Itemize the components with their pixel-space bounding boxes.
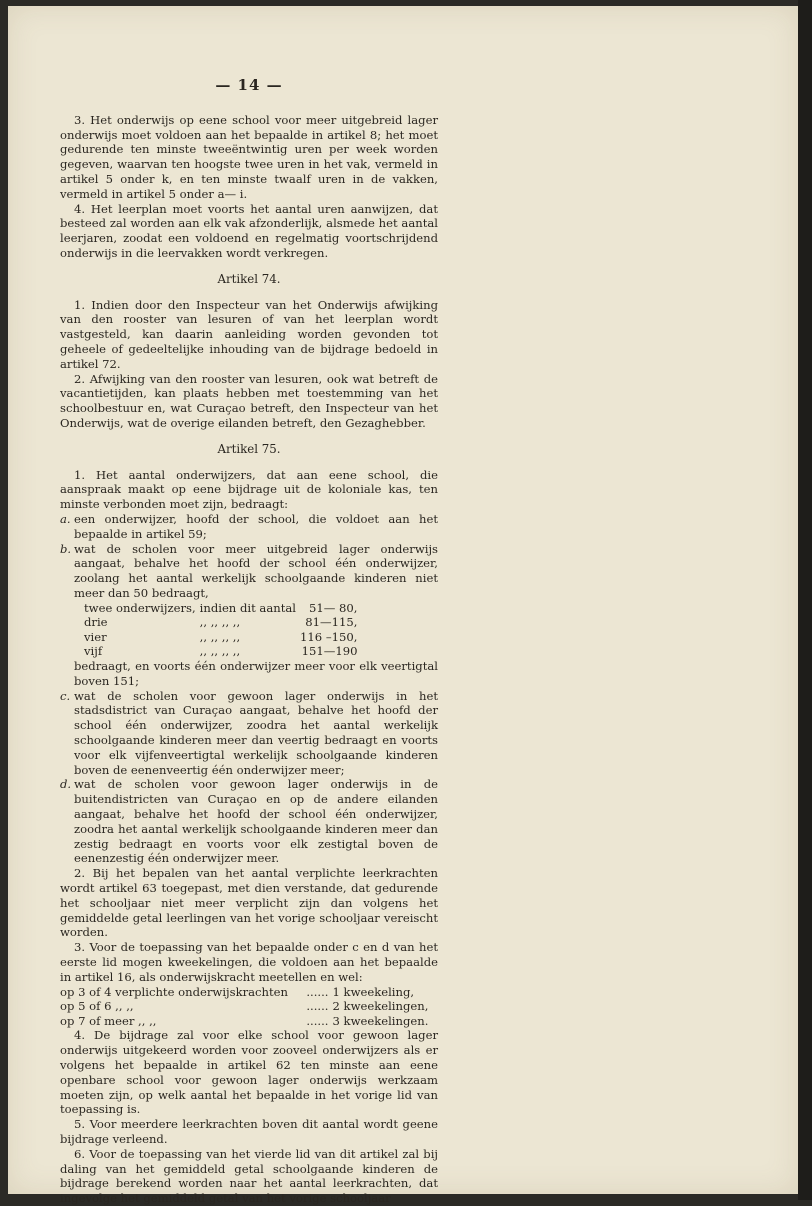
cell-dots: ...... — [306, 999, 329, 1014]
item-text: bedraagt, en voorts één onderwijzer meer voor elk veertigtal boven 151; — [74, 659, 438, 688]
document-page — [8, 6, 798, 1206]
item-marker: b. — [60, 541, 72, 556]
table-row — [84, 601, 361, 616]
art75-paragraph-2: 2. Bij het bepalen van het aantal verplichte leerkrachten wordt artikel 63 toegepast, met dien verstande, dat gedurende het schooljaar niet meer verplicht zijn dan volgens het gemiddelde getal leerlingen van het vorige schooljaar vereischt worden. — [60, 866, 438, 940]
art75-paragraph-4: 4. De bijdrage zal voor elke school voor gewoon lager onderwijs uitgekeerd worden voor zooveel onderwijzers als er volgens het bepaalde in artikel 62 ten minste aan eene openbare school voor gewoon lager onderwijs werkzaam moeten zijn, op welk aantal het bepaalde in het vorige lid van toepassing is. — [60, 1028, 438, 1117]
cell-dots: ...... — [306, 1013, 329, 1028]
cell-right: 1 kweekeling, — [332, 984, 415, 999]
cell-who: vijf — [84, 644, 103, 659]
cell-cond: ,, ,, ,, ,, — [199, 615, 241, 630]
art75-item-d — [60, 777, 438, 866]
art75-item-b — [60, 542, 438, 601]
heading-artikel-74: Artikel 74. — [217, 271, 281, 286]
art75-item-c — [60, 689, 438, 778]
cell-right: 2 kweekelingen, — [332, 999, 429, 1014]
table-row — [60, 1014, 438, 1029]
item-marker: c. — [60, 688, 71, 703]
art75-paragraph-5: 5. Voor meerdere leerkrachten boven dit aantal wordt geene bijdrage verleend. — [60, 1117, 438, 1146]
item-text: een onderwijzer, hoofd der school, die voldoet aan het bepaalde in artikel 59; — [74, 511, 438, 541]
table-row — [60, 999, 438, 1014]
cell-left: op 3 of 4 verplichte onderwijskrachten — [60, 984, 288, 999]
table-row — [84, 644, 361, 659]
art75-paragraph-6: 6. Voor de toepassing van het vierde lid van dit artikel zal bij daling van het gemiddeld getal schoolgaande kinderen de bijdrage berekend worden naar het aantal leerkrachten, dat ingevolge het gemiddeld getal van het vorige schooljaar — [60, 1146, 438, 1206]
page-number: — 14 — — [215, 76, 283, 94]
cell-range: 81—115, — [305, 615, 358, 630]
cell-who: drie — [84, 615, 108, 630]
table-row — [84, 615, 361, 630]
kweekeling-table — [60, 985, 438, 1029]
cell-range: 51— 80, — [308, 600, 358, 615]
art73-paragraph-4: 4. Het leerplan moet voorts het aantal uren aanwijzen, dat besteed zal worden aan elk vak afzonderlijk, alsmede het aantal leerjaren, zoodat een voldoend en regelmatig voortschrijdend onderwijs in die leervakken wordt verkregen. — [60, 201, 438, 260]
cell-left: op 7 of meer ,, ,, — [60, 1013, 157, 1028]
art74-paragraph-2: 2. Afwijking van den rooster van lesuren, ook wat betreft de vacantietijden, kan plaats hebben met toestemming van het schoolbestuur en, wat Curaçao betreft, den Inspecteur van het Onderwijs, wat de overige eilanden betreft, den Gezaghebber. — [60, 371, 438, 430]
cell-cond: ,, ,, ,, ,, — [199, 629, 241, 644]
art75-paragraph-1: 1. Het aantal onderwijzers, dat aan eene school, die aanspraak maakt op eene bijdrage uit de koloniale kas, ten minste verbonden moet zijn, bedraagt: — [60, 467, 438, 512]
table-row — [60, 985, 438, 1000]
cell-cond: ,, ,, ,, ,, — [199, 644, 241, 659]
item-text: wat de scholen voor gewoon lager onderwijs in het stadsdistrict van Curaçao aangaat, behalve het hoofd der school één onderwijzer, zoodra het aantal werkelijk schoolgaande kinderen meer dan veertig bedraagt en voorts voor elk vijfenveertigtal werkelijk schoolgaande kinderen boven de eenenveertig één onderwijzer meer; — [74, 688, 438, 777]
item-text: wat de scholen voor gewoon lager onderwijs in de buitendistricten van Curaçao en op de andere eilanden aangaat, behalve het hoofd der school één onderwijzer, zoodra het aantal werkelijk schoolgaande kinderen meer dan zestig bedraagt en voorts voor elk zestigtal boven de eenenzestig één onderwijzer meer. — [74, 777, 438, 866]
cell-range: 151—190 — [301, 644, 358, 659]
cell-right: 3 kweekelingen. — [332, 1013, 429, 1028]
art75-item-a — [60, 512, 438, 542]
art74-paragraph-1: 1. Indien door den Inspecteur van het Onderwijs afwijking van den rooster van lesuren of van het leerplan wordt vastgesteld, kan daarin aanleiding worden gevonden tot geheele of gedeeltelijke inhouding van de bijdrage bedoeld in artikel 72. — [60, 297, 438, 371]
cell-range: 116 –150, — [300, 629, 358, 644]
cell-who: twee onderwijzers, — [84, 600, 196, 615]
cell-cond: indien dit aantal — [199, 600, 297, 615]
item-text: wat de scholen voor meer uitgebreid lager onderwijs aangaat, behalve het hoofd der school één onderwijzer, zoolang het aantal werkelijk schoolgaande kinderen niet meer dan 50 bedraagt, — [74, 541, 438, 600]
art75-item-b-tail — [60, 659, 438, 689]
page-text — [60, 78, 438, 1206]
scan-edge — [798, 0, 812, 1200]
item-marker: a. — [60, 511, 71, 526]
item-marker: d. — [60, 777, 72, 792]
art75-paragraph-3: 3. Voor de toepassing van het bepaalde onder c en d van het eerste lid mogen kweekelingen, die voldoen aan het bepaalde in artikel 16, als onderwijskracht meetellen en wel: — [60, 940, 438, 984]
cell-dots: ...... — [306, 984, 329, 999]
table-row — [84, 630, 361, 645]
teacher-count-table — [84, 601, 361, 659]
cell-who: vier — [84, 629, 107, 644]
cell-left: op 5 of 6 ,, ,, — [60, 999, 134, 1014]
heading-artikel-75: Artikel 75. — [217, 441, 281, 456]
art73-paragraph-3: 3. Het onderwijs op eene school voor meer uitgebreid lager onderwijs moet voldoen aan het bepaalde in artikel 8; het moet gedurende ten minste tweeëntwintig uren per week worden gegeven, waarvan ten hoogste twee uren in het vak, vermeld in artikel 5 onder k, en ten minste twaalf uren in de vakken, vermeld in artikel 5 onder a— i. — [60, 112, 438, 201]
